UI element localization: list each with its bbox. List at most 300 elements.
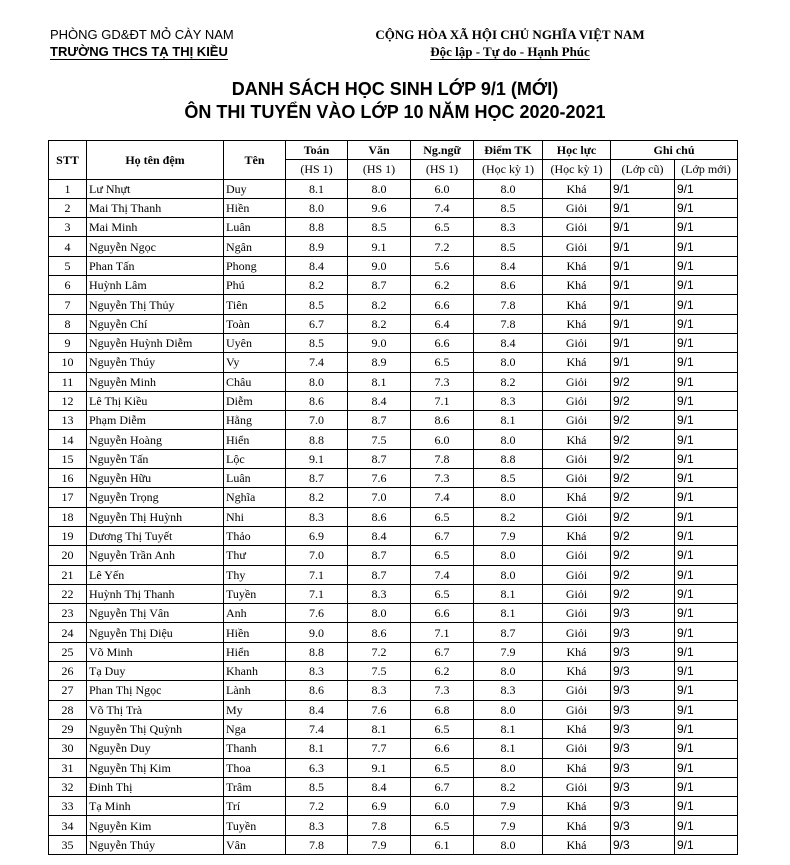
cell-diemtk: 7.9 [474, 642, 543, 661]
document-title-line2: ÔN THI TUYỂN VÀO LỚP 10 NĂM HỌC 2020-2021 [184, 102, 606, 122]
cell-hocluc: Giỏi [543, 372, 611, 391]
cell-diemtk: 8.5 [474, 237, 543, 256]
cell-hocluc: Khá [543, 835, 611, 854]
table-row [49, 584, 738, 603]
cell-van: 6.9 [348, 797, 411, 816]
cell-toan: 7.8 [286, 835, 348, 854]
cell-ngngu: 6.5 [411, 758, 474, 777]
cell-diemtk: 7.8 [474, 295, 543, 314]
cell-ho-ten-dem: Nguyễn Duy [87, 739, 224, 758]
cell-diemtk: 8.3 [474, 391, 543, 410]
cell-lop-moi: 9/1 [675, 565, 738, 584]
cell-ho-ten-dem: Phạm Diễm [87, 411, 224, 430]
cell-van: 9.1 [348, 758, 411, 777]
cell-toan: 8.8 [286, 218, 348, 237]
cell-diemtk: 7.9 [474, 816, 543, 835]
cell-toan: 6.7 [286, 314, 348, 333]
cell-ngngu: 6.0 [411, 179, 474, 198]
cell-lop-moi: 9/1 [675, 391, 738, 410]
cell-toan: 8.1 [286, 179, 348, 198]
sub-van: (HS 1) [348, 160, 411, 179]
cell-toan: 7.6 [286, 604, 348, 623]
table-row [49, 700, 738, 719]
cell-van: 8.7 [348, 276, 411, 295]
cell-ho-ten-dem: Nguyễn Thúy [87, 353, 224, 372]
table-row [49, 662, 738, 681]
cell-diemtk: 8.0 [474, 662, 543, 681]
col-diemtk: Điểm TK [474, 141, 543, 160]
cell-ten: Châu [224, 372, 286, 391]
cell-hocluc: Giỏi [543, 565, 611, 584]
cell-lop-moi: 9/1 [675, 816, 738, 835]
cell-hocluc: Giỏi [543, 218, 611, 237]
cell-lop-moi: 9/1 [675, 642, 738, 661]
cell-ho-ten-dem: Dương Thị Tuyết [87, 526, 224, 545]
cell-ten: Hiền [224, 198, 286, 217]
cell-diemtk: 8.0 [474, 353, 543, 372]
cell-toan: 9.0 [286, 623, 348, 642]
table-row [49, 739, 738, 758]
table-row [49, 604, 738, 623]
cell-van: 8.5 [348, 218, 411, 237]
cell-diemtk: 8.2 [474, 372, 543, 391]
cell-ho-ten-dem: Võ Thị Trà [87, 700, 224, 719]
cell-diemtk: 8.0 [474, 835, 543, 854]
col-ho-ten-dem: Họ tên đệm [87, 141, 224, 180]
cell-van: 9.0 [348, 333, 411, 352]
cell-lop-cu: 9/1 [611, 295, 675, 314]
cell-ho-ten-dem: Nguyễn Thị Vân [87, 604, 224, 623]
cell-ten: Tuyền [224, 816, 286, 835]
cell-ngngu: 7.3 [411, 681, 474, 700]
cell-van: 8.4 [348, 777, 411, 796]
cell-hocluc: Khá [543, 295, 611, 314]
cell-ten: Luân [224, 469, 286, 488]
cell-hocluc: Giỏi [543, 449, 611, 468]
cell-ngngu: 6.2 [411, 662, 474, 681]
cell-diemtk: 8.5 [474, 198, 543, 217]
table-row [49, 507, 738, 526]
table-body [49, 179, 738, 854]
cell-stt: 30 [49, 739, 87, 758]
cell-stt: 23 [49, 604, 87, 623]
cell-toan: 8.8 [286, 642, 348, 661]
cell-van: 8.3 [348, 681, 411, 700]
table-row [49, 276, 738, 295]
cell-stt: 5 [49, 256, 87, 275]
cell-hocluc: Khá [543, 353, 611, 372]
cell-ten: Trâm [224, 777, 286, 796]
cell-van: 8.7 [348, 546, 411, 565]
cell-stt: 10 [49, 353, 87, 372]
cell-lop-moi: 9/1 [675, 372, 738, 391]
cell-ngngu: 6.5 [411, 719, 474, 738]
cell-stt: 16 [49, 469, 87, 488]
cell-ngngu: 7.1 [411, 623, 474, 642]
cell-hocluc: Giỏi [543, 546, 611, 565]
cell-toan: 8.9 [286, 237, 348, 256]
table-row [49, 546, 738, 565]
cell-van: 7.6 [348, 700, 411, 719]
table-row [49, 565, 738, 584]
cell-stt: 11 [49, 372, 87, 391]
cell-ten: Phú [224, 276, 286, 295]
cell-ho-ten-dem: Mai Minh [87, 218, 224, 237]
cell-lop-moi: 9/1 [675, 449, 738, 468]
cell-ten: Uyên [224, 333, 286, 352]
cell-ho-ten-dem: Nguyễn Thị Quỳnh [87, 719, 224, 738]
cell-ten: Hiển [224, 642, 286, 661]
cell-lop-moi: 9/1 [675, 662, 738, 681]
cell-ngngu: 6.5 [411, 507, 474, 526]
cell-stt: 17 [49, 488, 87, 507]
cell-van: 7.5 [348, 662, 411, 681]
cell-ten: Thanh [224, 739, 286, 758]
cell-toan: 8.5 [286, 333, 348, 352]
cell-toan: 8.4 [286, 700, 348, 719]
cell-ten: Hiển [224, 430, 286, 449]
cell-lop-moi: 9/1 [675, 430, 738, 449]
cell-hocluc: Giỏi [543, 739, 611, 758]
cell-lop-moi: 9/1 [675, 276, 738, 295]
cell-van: 8.1 [348, 719, 411, 738]
sub-hocluc: (Học kỳ 1) [543, 160, 611, 179]
cell-ngngu: 6.5 [411, 584, 474, 603]
cell-stt: 31 [49, 758, 87, 777]
col-hocluc: Học lực [543, 141, 611, 160]
cell-lop-cu: 9/3 [611, 835, 675, 854]
col-stt: STT [49, 141, 87, 180]
cell-ho-ten-dem: Nguyễn Trần Anh [87, 546, 224, 565]
cell-ngngu: 7.2 [411, 237, 474, 256]
cell-diemtk: 8.0 [474, 565, 543, 584]
cell-ten: Thy [224, 565, 286, 584]
cell-ho-ten-dem: Nguyễn Trọng [87, 488, 224, 507]
national-motto: Độc lập - Tự do - Hạnh Phúc [430, 44, 590, 59]
cell-toan: 7.0 [286, 411, 348, 430]
cell-ho-ten-dem: Nguyễn Thị Kim [87, 758, 224, 777]
cell-lop-moi: 9/1 [675, 700, 738, 719]
cell-lop-cu: 9/2 [611, 526, 675, 545]
cell-toan: 8.3 [286, 816, 348, 835]
cell-diemtk: 8.0 [474, 430, 543, 449]
cell-diemtk: 8.2 [474, 507, 543, 526]
cell-diemtk: 7.9 [474, 526, 543, 545]
cell-lop-cu: 9/3 [611, 797, 675, 816]
cell-lop-moi: 9/1 [675, 526, 738, 545]
cell-ten: Toàn [224, 314, 286, 333]
cell-diemtk: 8.4 [474, 333, 543, 352]
cell-ngngu: 6.7 [411, 526, 474, 545]
cell-lop-cu: 9/2 [611, 546, 675, 565]
cell-diemtk: 8.0 [474, 179, 543, 198]
cell-stt: 21 [49, 565, 87, 584]
cell-ho-ten-dem: Nguyễn Thị Thủy [87, 295, 224, 314]
cell-toan: 9.1 [286, 449, 348, 468]
cell-toan: 8.2 [286, 276, 348, 295]
cell-stt: 25 [49, 642, 87, 661]
cell-van: 7.8 [348, 816, 411, 835]
sub-lop-moi: (Lớp mới) [675, 160, 738, 179]
cell-stt: 7 [49, 295, 87, 314]
cell-lop-cu: 9/2 [611, 507, 675, 526]
cell-stt: 13 [49, 411, 87, 430]
cell-toan: 8.4 [286, 256, 348, 275]
table-header [49, 141, 738, 180]
cell-van: 8.3 [348, 584, 411, 603]
col-ngngu: Ng.ngữ [411, 141, 474, 160]
cell-toan: 8.1 [286, 739, 348, 758]
cell-ten: Thảo [224, 526, 286, 545]
cell-van: 8.4 [348, 391, 411, 410]
cell-hocluc: Giỏi [543, 237, 611, 256]
cell-van: 8.0 [348, 604, 411, 623]
cell-ten: Khanh [224, 662, 286, 681]
cell-diemtk: 8.7 [474, 623, 543, 642]
col-ten: Tên [224, 141, 286, 180]
cell-hocluc: Giỏi [543, 198, 611, 217]
cell-ho-ten-dem: Nguyễn Thị Diệu [87, 623, 224, 642]
header-left [50, 26, 234, 60]
cell-ho-ten-dem: Nguyễn Huỳnh Diễm [87, 333, 224, 352]
cell-toan: 7.4 [286, 719, 348, 738]
cell-hocluc: Giỏi [543, 700, 611, 719]
cell-toan: 7.2 [286, 797, 348, 816]
cell-ngngu: 6.4 [411, 314, 474, 333]
cell-lop-cu: 9/3 [611, 719, 675, 738]
cell-stt: 27 [49, 681, 87, 700]
cell-ho-ten-dem: Nguyễn Tấn [87, 449, 224, 468]
cell-lop-moi: 9/1 [675, 777, 738, 796]
sub-ngngu: (HS 1) [411, 160, 474, 179]
cell-lop-cu: 9/3 [611, 623, 675, 642]
cell-ho-ten-dem: Nguyễn Chí [87, 314, 224, 333]
cell-lop-moi: 9/1 [675, 469, 738, 488]
cell-ten: Lộc [224, 449, 286, 468]
cell-diemtk: 8.1 [474, 739, 543, 758]
cell-lop-cu: 9/1 [611, 256, 675, 275]
cell-toan: 8.0 [286, 198, 348, 217]
table-row [49, 430, 738, 449]
cell-toan: 8.5 [286, 777, 348, 796]
cell-diemtk: 8.0 [474, 546, 543, 565]
sub-lop-cu: (Lớp cũ) [611, 160, 675, 179]
cell-lop-cu: 9/2 [611, 565, 675, 584]
cell-lop-moi: 9/1 [675, 719, 738, 738]
cell-lop-cu: 9/1 [611, 218, 675, 237]
cell-stt: 18 [49, 507, 87, 526]
document-title-line1: DANH SÁCH HỌC SINH LỚP 9/1 (MỚI) [231, 79, 559, 99]
cell-lop-moi: 9/1 [675, 797, 738, 816]
cell-ho-ten-dem: Nguyễn Thị Huỳnh [87, 507, 224, 526]
cell-toan: 8.6 [286, 391, 348, 410]
cell-hocluc: Khá [543, 488, 611, 507]
cell-hocluc: Khá [543, 430, 611, 449]
table-row [49, 526, 738, 545]
cell-stt: 9 [49, 333, 87, 352]
cell-stt: 15 [49, 449, 87, 468]
cell-hocluc: Khá [543, 816, 611, 835]
cell-ngngu: 6.7 [411, 642, 474, 661]
cell-lop-moi: 9/1 [675, 584, 738, 603]
cell-ten: My [224, 700, 286, 719]
cell-diemtk: 8.4 [474, 256, 543, 275]
sub-toan: (HS 1) [286, 160, 348, 179]
cell-ten: Vân [224, 835, 286, 854]
cell-diemtk: 8.1 [474, 719, 543, 738]
cell-ten: Thoa [224, 758, 286, 777]
cell-ngngu: 7.4 [411, 488, 474, 507]
cell-ho-ten-dem: Đinh Thị [87, 777, 224, 796]
country-name: CỘNG HÒA XÃ HỘI CHỦ NGHĨA VIỆT NAM [375, 27, 645, 42]
cell-van: 8.6 [348, 623, 411, 642]
cell-lop-moi: 9/1 [675, 758, 738, 777]
cell-lop-cu: 9/3 [611, 700, 675, 719]
cell-ngngu: 7.8 [411, 449, 474, 468]
cell-lop-cu: 9/3 [611, 739, 675, 758]
cell-toan: 8.7 [286, 469, 348, 488]
cell-lop-moi: 9/1 [675, 218, 738, 237]
header-right [370, 26, 650, 60]
cell-lop-cu: 9/2 [611, 469, 675, 488]
cell-ten: Ngân [224, 237, 286, 256]
cell-van: 8.7 [348, 411, 411, 430]
table-row [49, 179, 738, 198]
cell-ngngu: 6.5 [411, 218, 474, 237]
cell-van: 8.2 [348, 314, 411, 333]
cell-lop-cu: 9/3 [611, 642, 675, 661]
cell-lop-moi: 9/1 [675, 314, 738, 333]
cell-lop-moi: 9/1 [675, 623, 738, 642]
cell-ngngu: 6.6 [411, 333, 474, 352]
cell-hocluc: Giỏi [543, 333, 611, 352]
cell-lop-cu: 9/2 [611, 584, 675, 603]
cell-stt: 1 [49, 179, 87, 198]
cell-stt: 4 [49, 237, 87, 256]
cell-lop-moi: 9/1 [675, 198, 738, 217]
cell-ten: Luân [224, 218, 286, 237]
cell-lop-moi: 9/1 [675, 681, 738, 700]
cell-ten: Tiên [224, 295, 286, 314]
cell-lop-moi: 9/1 [675, 507, 738, 526]
table-row [49, 835, 738, 854]
sub-diemtk: (Học kỳ 1) [474, 160, 543, 179]
table-row [49, 198, 738, 217]
cell-lop-cu: 9/2 [611, 372, 675, 391]
cell-stt: 20 [49, 546, 87, 565]
table-row [49, 469, 738, 488]
table-row [49, 333, 738, 352]
cell-stt: 33 [49, 797, 87, 816]
table-row [49, 411, 738, 430]
cell-toan: 8.5 [286, 295, 348, 314]
cell-ten: Lành [224, 681, 286, 700]
cell-ten: Nga [224, 719, 286, 738]
cell-lop-moi: 9/1 [675, 295, 738, 314]
cell-hocluc: Giỏi [543, 681, 611, 700]
table-row [49, 488, 738, 507]
cell-ho-ten-dem: Lư Nhựt [87, 179, 224, 198]
cell-toan: 8.2 [286, 488, 348, 507]
cell-lop-moi: 9/1 [675, 488, 738, 507]
cell-stt: 8 [49, 314, 87, 333]
cell-lop-cu: 9/2 [611, 449, 675, 468]
cell-ngngu: 7.4 [411, 198, 474, 217]
cell-hocluc: Khá [543, 256, 611, 275]
cell-lop-cu: 9/1 [611, 237, 675, 256]
cell-ho-ten-dem: Tạ Minh [87, 797, 224, 816]
cell-diemtk: 8.3 [474, 681, 543, 700]
cell-hocluc: Giỏi [543, 584, 611, 603]
cell-hocluc: Giỏi [543, 507, 611, 526]
cell-ten: Nghĩa [224, 488, 286, 507]
cell-ngngu: 6.6 [411, 295, 474, 314]
cell-hocluc: Giỏi [543, 777, 611, 796]
cell-ngngu: 7.3 [411, 372, 474, 391]
cell-ngngu: 6.6 [411, 739, 474, 758]
cell-ho-ten-dem: Lê Yến [87, 565, 224, 584]
cell-lop-cu: 9/3 [611, 604, 675, 623]
cell-toan: 7.1 [286, 584, 348, 603]
cell-stt: 29 [49, 719, 87, 738]
school-name: TRƯỜNG THCS TẠ THỊ KIỀU [50, 44, 228, 59]
cell-stt: 3 [49, 218, 87, 237]
cell-ho-ten-dem: Huỳnh Lâm [87, 276, 224, 295]
cell-ngngu: 6.1 [411, 835, 474, 854]
cell-ho-ten-dem: Mai Thị Thanh [87, 198, 224, 217]
cell-hocluc: Khá [543, 797, 611, 816]
cell-ngngu: 6.5 [411, 353, 474, 372]
table-row [49, 449, 738, 468]
cell-stt: 22 [49, 584, 87, 603]
col-ghichu: Ghi chú [611, 141, 738, 160]
cell-diemtk: 8.3 [474, 218, 543, 237]
cell-van: 7.9 [348, 835, 411, 854]
cell-lop-moi: 9/1 [675, 411, 738, 430]
cell-hocluc: Khá [543, 526, 611, 545]
cell-ten: Hiền [224, 623, 286, 642]
cell-hocluc: Giỏi [543, 411, 611, 430]
cell-van: 9.0 [348, 256, 411, 275]
department-name: PHÒNG GD&ĐT MỎ CÀY NAM [50, 27, 234, 42]
col-toan: Toán [286, 141, 348, 160]
cell-diemtk: 8.6 [474, 276, 543, 295]
cell-stt: 19 [49, 526, 87, 545]
cell-lop-cu: 9/1 [611, 333, 675, 352]
cell-ngngu: 7.1 [411, 391, 474, 410]
cell-stt: 24 [49, 623, 87, 642]
cell-stt: 35 [49, 835, 87, 854]
cell-ngngu: 7.4 [411, 565, 474, 584]
cell-lop-moi: 9/1 [675, 835, 738, 854]
cell-hocluc: Giỏi [543, 604, 611, 623]
cell-lop-moi: 9/1 [675, 739, 738, 758]
cell-stt: 6 [49, 276, 87, 295]
cell-ho-ten-dem: Lê Thị Kiều [87, 391, 224, 410]
cell-ten: Anh [224, 604, 286, 623]
cell-lop-moi: 9/1 [675, 353, 738, 372]
cell-ten: Diễm [224, 391, 286, 410]
cell-toan: 8.8 [286, 430, 348, 449]
cell-diemtk: 8.2 [474, 777, 543, 796]
table-row [49, 816, 738, 835]
cell-toan: 7.4 [286, 353, 348, 372]
cell-ten: Phong [224, 256, 286, 275]
cell-toan: 6.3 [286, 758, 348, 777]
cell-diemtk: 8.0 [474, 758, 543, 777]
cell-ten: Vy [224, 353, 286, 372]
cell-stt: 28 [49, 700, 87, 719]
